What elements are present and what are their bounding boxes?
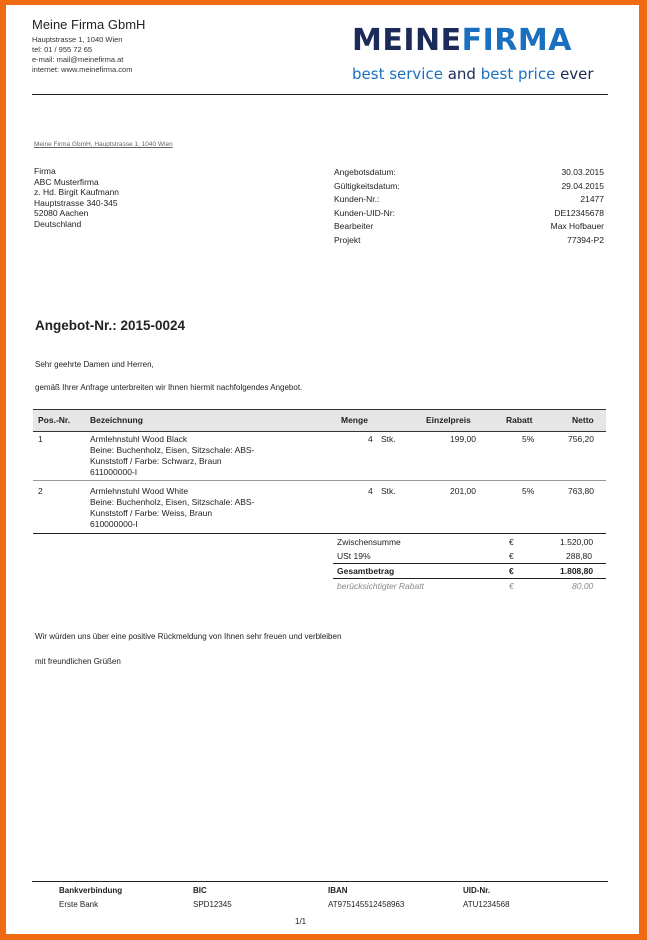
subtotal-currency: €: [509, 537, 514, 547]
logo-word-1: MEINE: [352, 23, 462, 58]
row1-net: 756,20: [568, 434, 594, 444]
regards-text: mit freundlichen Grüßen: [35, 657, 121, 666]
logo-word-2: FIRMA: [461, 23, 572, 58]
offer-meta-values: 30.03.2015 29.04.2015 21477 DE12345678 Max Hofbauer 77394-P2: [550, 167, 604, 245]
company-name: Meine Firma GbmH: [32, 17, 146, 32]
invoice-page: [6, 5, 639, 934]
company-address: [32, 35, 132, 75]
row2-desc: Armlehnstuhl Wood White Beine: Buchenholz, Eisen, Sitzschale: ABS- Kunststoff / Farbe: Weiss, Braun 610000000-I: [90, 486, 255, 529]
row1-qty: 4: [368, 434, 373, 444]
vat-currency: €: [509, 551, 514, 561]
sender-line: Meine Firma GbmH, Hauptstrasse 1, 1040 Wien: [34, 141, 173, 148]
row2-pos: 2: [38, 486, 43, 496]
footer-uid-heading: UID-Nr.: [463, 886, 491, 895]
footer-bank-heading: Bankverbindung: [59, 886, 123, 895]
table-bottom-rule: [33, 533, 606, 534]
col-price: Einzelpreis: [426, 415, 471, 425]
intro-text: gemäß Ihrer Anfrage unterbreiten wir Ihnen hiermit nachfolgendes Angebot.: [35, 383, 303, 392]
col-pos: Pos.-Nr.: [38, 415, 71, 425]
discount-value: 80,00: [572, 581, 594, 591]
row-divider: [33, 480, 606, 481]
row1-unit: Stk.: [381, 434, 396, 444]
page-number: 1/1: [295, 917, 307, 926]
col-qty: Menge: [341, 415, 368, 425]
col-desc: Bezeichnung: [90, 415, 143, 425]
col-discount: Rabatt: [506, 415, 533, 425]
row1-discount: 5%: [522, 434, 535, 444]
row1-pos: 1: [38, 434, 43, 444]
grand-total-underline: [333, 578, 606, 579]
row2-qty: 4: [368, 486, 373, 496]
subtotal-value: 1.520,00: [560, 537, 594, 547]
totals-divider: [333, 563, 606, 564]
grand-total-currency: €: [509, 566, 514, 576]
row2-unit: Stk.: [381, 486, 396, 496]
footer-iban-value: AT975145512458963: [328, 900, 405, 909]
row2-discount: 5%: [522, 486, 535, 496]
vat-label: USt 19%: [337, 551, 371, 561]
discount-label: berücksichtigter Rabatt: [337, 581, 424, 591]
offer-title: Angebot-Nr.: 2015-0024: [35, 318, 186, 333]
footer-bic-value: SPD12345: [193, 900, 232, 909]
header-divider: [32, 94, 608, 95]
greeting: Sehr geehrte Damen und Herren,: [35, 360, 154, 369]
footer-uid-value: ATU1234568: [463, 900, 510, 909]
footer-bank-value: Erste Bank: [59, 900, 99, 909]
grand-total-label: Gesamtbetrag: [337, 566, 395, 576]
recipient-address: Firma ABC Musterfirma z. Hd. Birgit Kaufmann Hauptstrasse 340-345 52080 Aachen Deutschland: [34, 166, 120, 229]
row1-desc: Armlehnstuhl Wood Black Beine: Buchenholz, Eisen, Sitzschale: ABS- Kunststoff / Farbe: Schwarz, Braun 611000000-I: [90, 434, 255, 477]
web-line: internet: www.meinefirma.com: [32, 65, 133, 74]
col-net: Netto: [572, 415, 594, 425]
address-line: Hauptstrasse 1, 1040 Wien: [32, 35, 123, 44]
grand-total-value: 1.808,80: [560, 566, 594, 576]
footer-bic-heading: BIC: [193, 886, 207, 895]
slogan: best service and best price ever: [352, 65, 594, 83]
offer-meta-labels: Angebotsdatum: Gültigkeitsdatum: Kunden-Nr.: Kunden-UID-Nr: Bearbeiter Projekt: [334, 167, 400, 245]
phone-line: tel: 01 / 955 72 65: [32, 45, 93, 54]
email-line: e-mail: mail@meinefirma.at: [32, 55, 124, 64]
row2-net: 763,80: [568, 486, 594, 496]
row1-price: 199,00: [450, 434, 476, 444]
vat-value: 288,80: [566, 551, 592, 561]
subtotal-label: Zwischensumme: [337, 537, 401, 547]
company-logo: [352, 23, 572, 58]
row2-price: 201,00: [450, 486, 476, 496]
discount-currency: €: [509, 581, 514, 591]
footer-iban-heading: IBAN: [328, 886, 348, 895]
footer-divider: [32, 881, 608, 882]
closing-text: Wir würden uns über eine positive Rückmeldung von Ihnen sehr freuen und verbleiben: [35, 632, 342, 641]
